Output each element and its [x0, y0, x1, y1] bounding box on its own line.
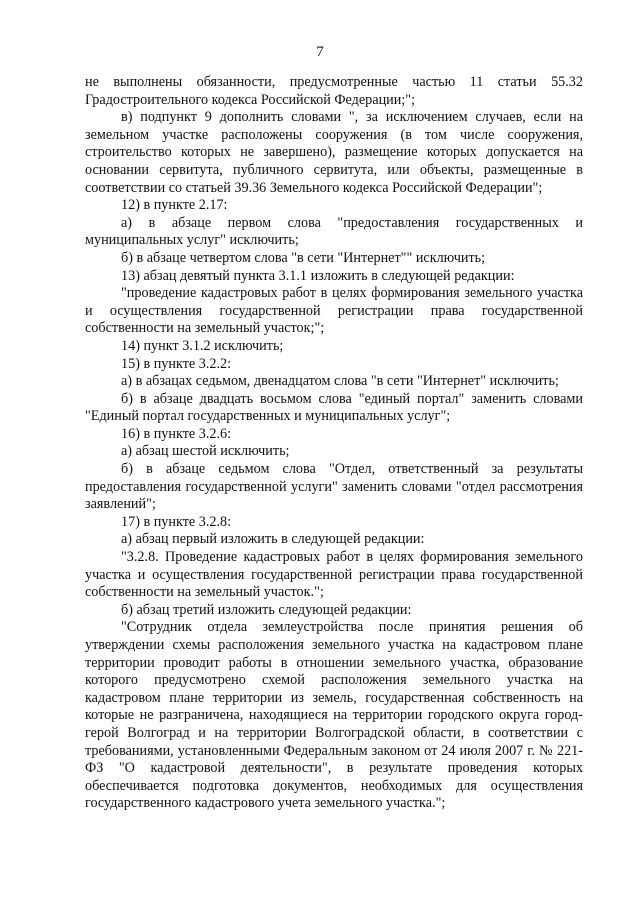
- paragraph: "3.2.8. Проведение кадастровых работ в целях формирования земельного участка и осуществления государственной регистрации права государственной собственности на земельный участок.";: [85, 549, 583, 601]
- paragraph: не выполнены обязанности, предусмотренные частью 11 статьи 55.32 Градостроительного кодекса Российской Федерации;";: [85, 74, 583, 108]
- paragraph: б) в абзаце седьмом слова "Отдел, ответственный за результаты предоставления государственной услуги" заменить словами "отдел рассмотрения заявлений";: [85, 461, 583, 513]
- paragraph: "проведение кадастровых работ в целях формирования земельного участка и осуществления государственной регистрации права государственной собственности на земельный участок;";: [85, 285, 583, 337]
- paragraph: а) абзац первый изложить в следующей редакции:: [121, 531, 425, 548]
- page-number: 7: [316, 44, 324, 60]
- paragraph: 13) абзац девятый пункта 3.1.1 изложить в следующей редакции:: [121, 267, 515, 284]
- paragraph: б) абзац третий изложить следующей редакции:: [121, 601, 412, 618]
- paragraph: 14) пункт 3.1.2 исключить;: [121, 337, 284, 354]
- paragraph: б) в абзаце четвертом слова "в сети "Интернет"" исключить;: [121, 249, 486, 266]
- paragraph: а) абзац шестой исключить;: [121, 443, 290, 460]
- paragraph: а) в абзаце первом слова "предоставления государственных и муниципальных услуг" исключить;: [85, 214, 583, 249]
- paragraph: а) в абзацах седьмом, двенадцатом слова "в сети "Интернет" исключить;: [121, 373, 559, 390]
- paragraph: в) подпункт 9 дополнить словами ", за исключением случаев, если на земельном участке расположены сооружения (в том числе сооружения, строительство которых не завершено), размещение которых допускается на основании сервитута, публичного сервитута, или объекты, размещенные в соответствии со статьей 39.36 Земельного кодекса Российской Федерации";: [85, 109, 583, 196]
- paragraph: 17) в пункте 3.2.8:: [121, 513, 232, 530]
- paragraph: "Сотрудник отдела землеустройства после принятия решения об утверждении схемы расположения земельного участка на кадастровом плане территории проводит работы в отношении земельного участка, образование которого предусмотрено схемой расположения земельного участка на кадастровом плане территории из земель, государственная собственность на которые не разграничена, находящиеся на территории городского округа город-герой Волгоград и на территории Волгоградской области, в соответствии с требованиями, установленными Федеральным законом от 24 июля 2007 г. № 221-ФЗ "О кадастровой деятельности", в результате проведения которых обеспечивается подготовка документов, необходимых для осуществления государственного кадастрового учета земельного участка.";: [85, 619, 583, 812]
- document-body: [85, 74, 583, 813]
- paragraph: 12) в пункте 2.17:: [121, 197, 228, 214]
- paragraph: 16) в пункте 3.2.6:: [121, 425, 232, 442]
- paragraph: 15) в пункте 3.2.2:: [121, 355, 232, 372]
- paragraph: б) в абзаце двадцать восьмом слова "единый портал" заменить словами "Единый портал государственных и муниципальных услуг";: [85, 390, 583, 425]
